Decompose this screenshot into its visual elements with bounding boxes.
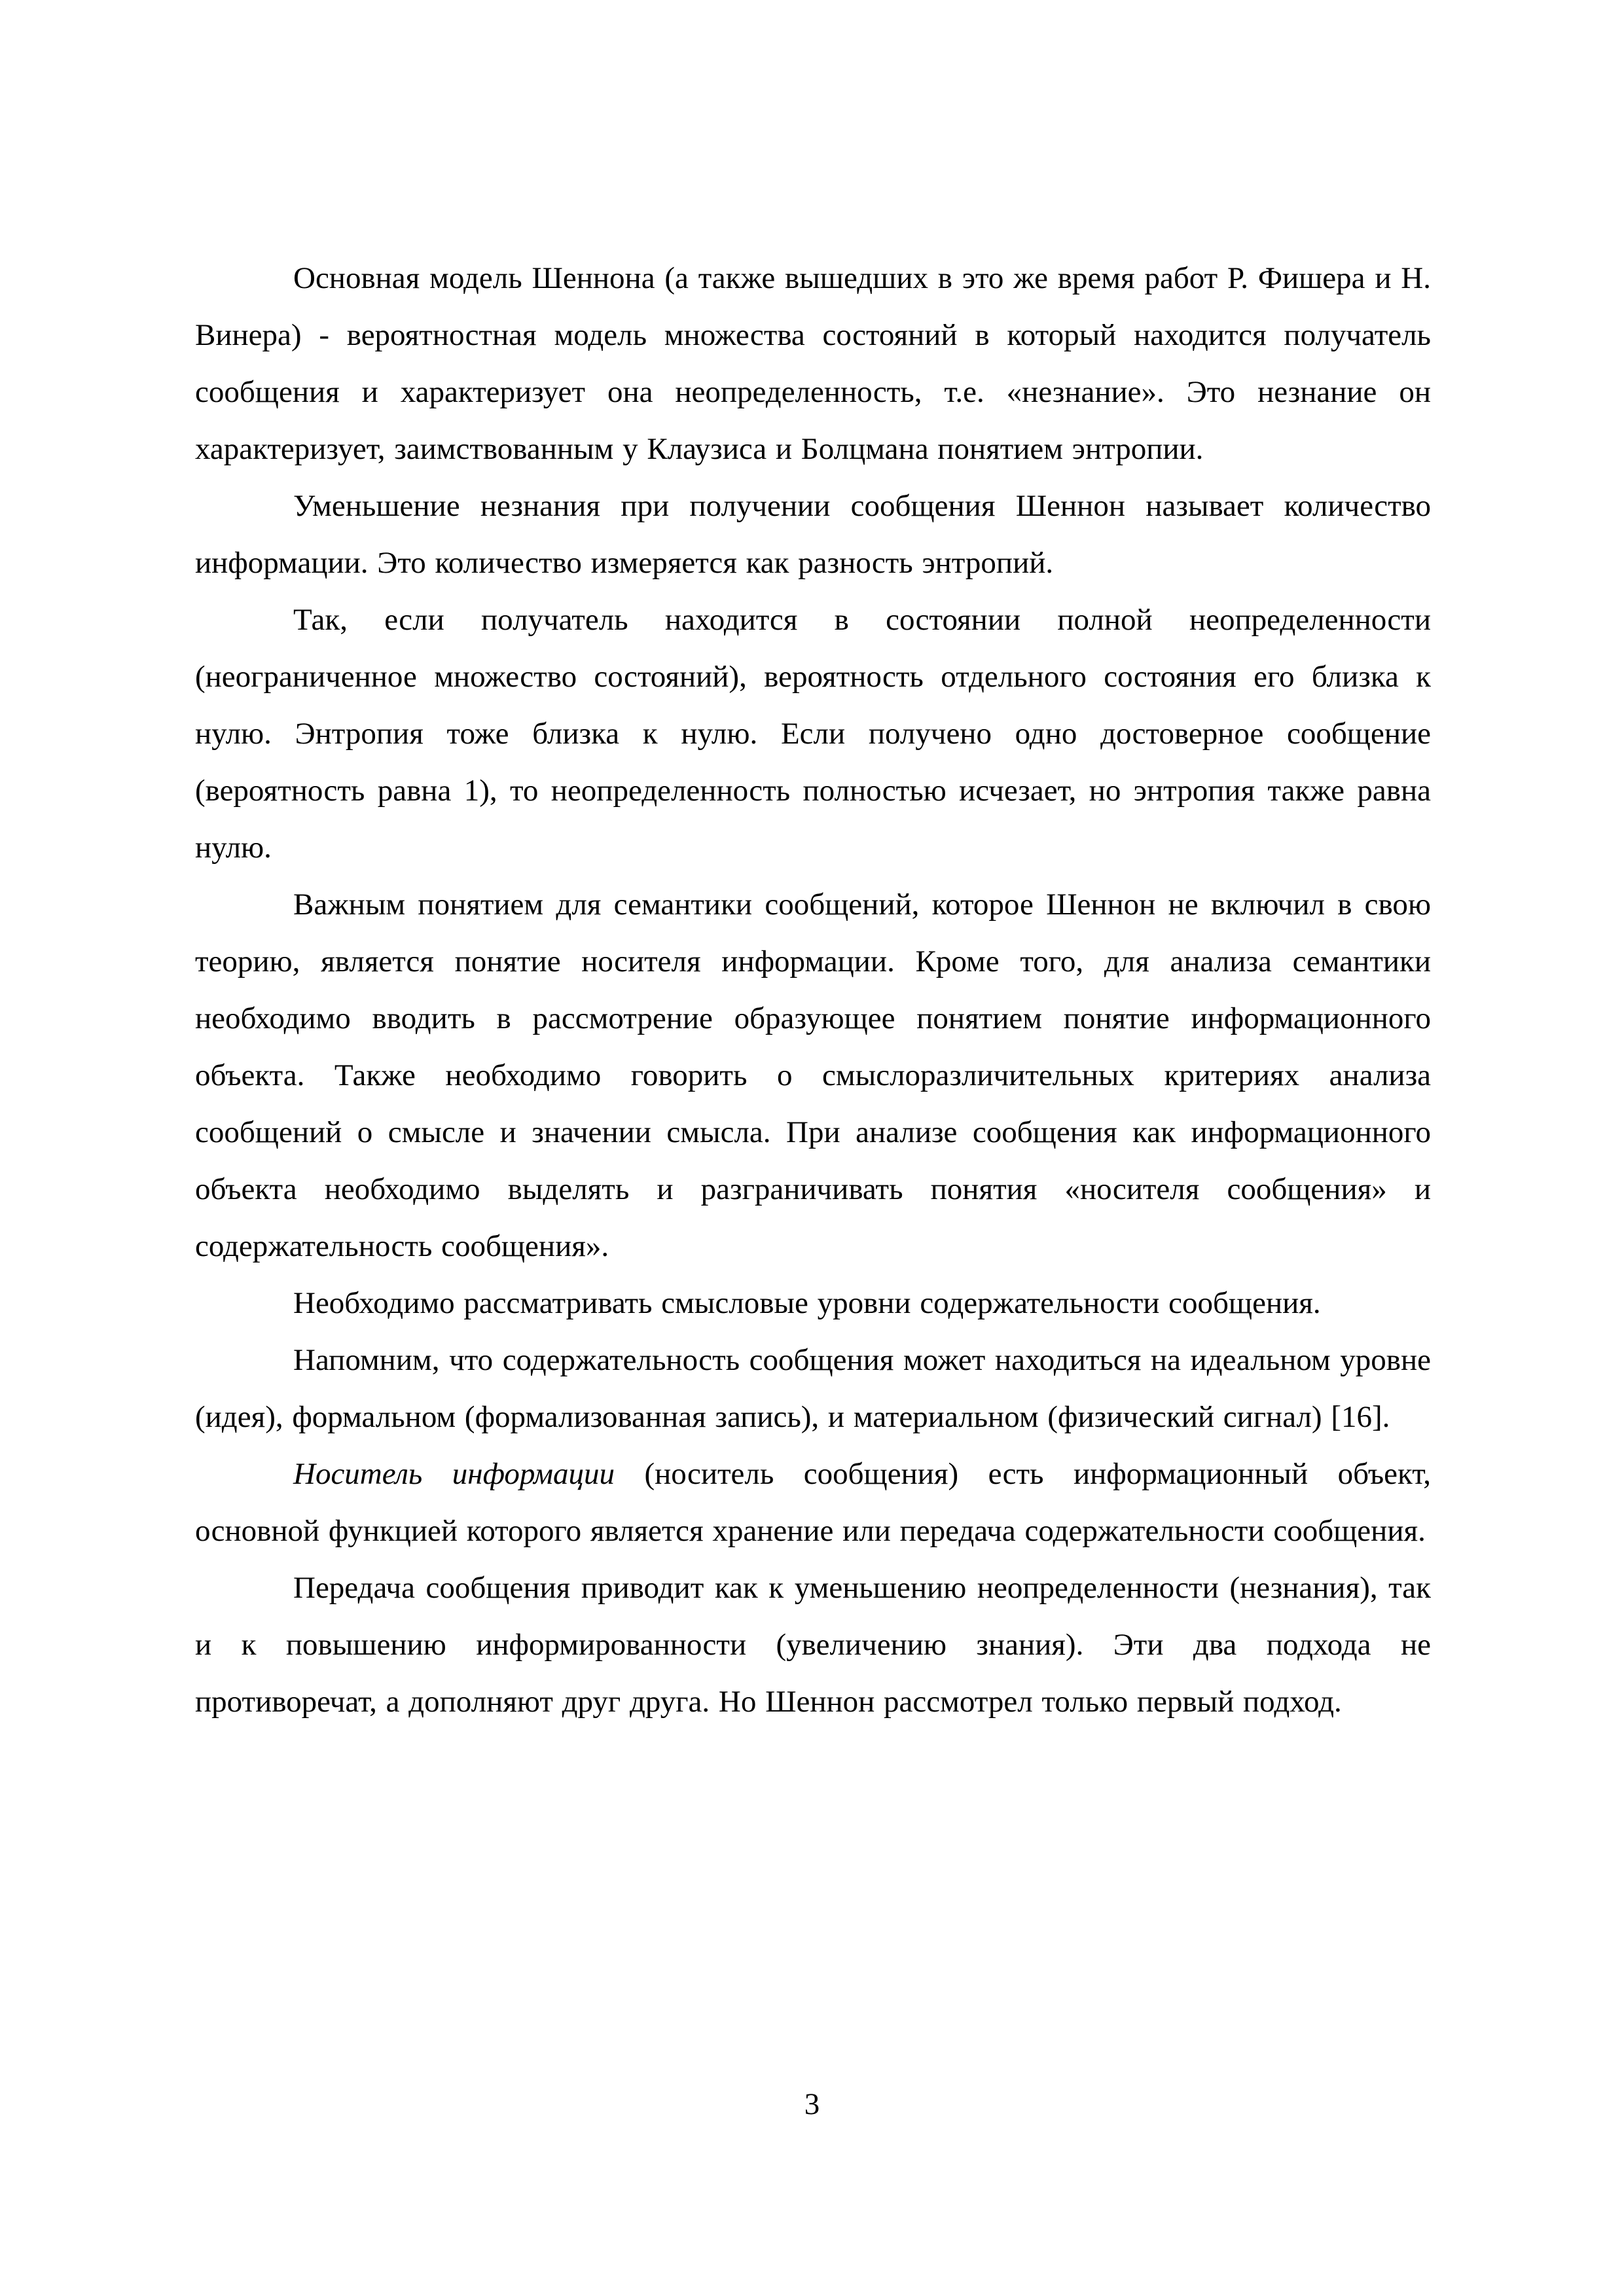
paragraph-entropy-example: Так, если получатель находится в состоянии полной неопределенности (неограниченное множество состояний), вероятность отдельного состояния его близка к нулю. Энтропия тоже близка к нулю. Если получено одно достоверное сообщение (вероятность равна 1), то неопределенность полностью исчезает, но энтропия также равна нулю. <box>195 603 1431 865</box>
paragraph-content-levels: Напомним, что содержательность сообщения может находиться на идеальном уровне (идея), формальном (формализованная запись), и материальном (физический сигнал) [16]. <box>195 1343 1431 1434</box>
page-number: 3 <box>804 2087 820 2121</box>
definition-text: (носитель сообщения) есть информационный объект, основной функцией которого является хранение или передача содержательности сообщения. <box>195 1457 1431 1548</box>
paragraph-shannon-model: Основная модель Шеннона (а также вышедших в это же время работ Р. Фишера и Н. Винера) - вероятностная модель множества состояний в который находится получатель сообщения и характеризует она неопределенность, т.е. «незнание». Это незнание он характеризует, заимствованным у Клаузиса и Болцмана понятием энтропии. <box>195 261 1431 466</box>
paragraph-carrier-definition <box>195 1446 1431 1560</box>
body-text <box>195 250 1431 1731</box>
paragraph-semantic-levels: Необходимо рассматривать смысловые уровни содержательности сообщения. <box>293 1286 1321 1320</box>
italic-term: Носитель информации <box>293 1457 615 1491</box>
paragraph-semantics: Важным понятием для семантики сообщений, которое Шеннон не включил в свою теорию, является понятие носителя информации. Кроме того, для анализа семантики необходимо вводить в рассмотрение образующее понятием понятие информационного объекта. Также необходимо говорить о смыслоразличительных критериях анализа сообщений о смысле и значении смысла. При анализе сообщения как информационного объекта необходимо выделять и разграничивать понятия «носителя сообщения» и содержательность сообщения». <box>195 888 1431 1263</box>
paragraph-conclusion: Передача сообщения приводит как к уменьшению неопределенности (незнания), так и к повышению информированности (увеличению знания). Эти два подхода не противоречат, а дополняют друг друга. Но Шеннон рассмотрел только первый подход. <box>195 1571 1431 1719</box>
paragraph-information-amount: Уменьшение незнания при получении сообщения Шеннон называет количество информации. Это количество измеряется как разность энтропий. <box>195 489 1431 580</box>
